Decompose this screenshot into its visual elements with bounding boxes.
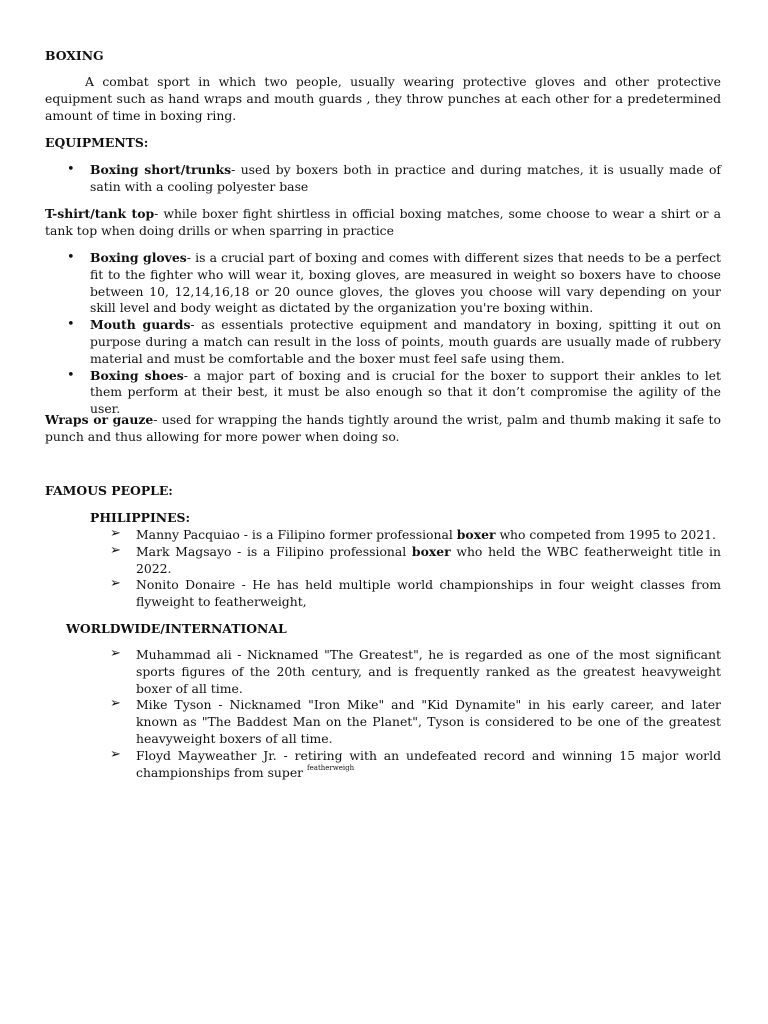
item-term: Mouth guards [90,317,191,333]
list-item [90,544,721,578]
worldwide-heading: WORLDWIDE/INTERNATIONAL [66,621,287,636]
bullet-icon: • [67,250,75,265]
item-desc: - as essentials protective equipment and mandatory in boxing, spitting it out on purpose during a match can result in the loss of points, mouth guards are usually made of rubbery material and must be comfortable and the boxer must feel safe using them. [90,317,721,366]
bullet-icon: • [67,317,75,333]
item-text: Nonito Donaire - He has held multiple world championships in four weight classes from flyweight to featherweight, [136,577,721,610]
worldwide-list [90,647,721,781]
item-desc: - used by boxers both in practice and during matches, it is usually made of satin with a cooling polyester base [90,162,721,194]
arrow-bullet-icon: ➢ [110,526,121,541]
item-desc: - is a crucial part of boxing and comes with different sizes that needs to be a perfect fit to the fighter who will wear it, boxing gloves, are measured in weight so boxers have to choose between 10, 12,14,16,18 or 20 ounce gloves, the gloves you choose will vary depending on your skill level and body weight as dictated by the organization you're boxing within. [90,250,721,316]
item-bold: boxer [456,527,496,542]
item-term: Boxing shoes [90,367,184,383]
tshirt-desc: - while boxer fight shirtless in official boxing matches, some choose to wear a shirt or a tank top when doing drills or when sparring in practice [45,206,721,238]
list-item [90,577,721,611]
list-item [90,527,721,544]
list-item [45,368,721,418]
arrow-bullet-icon: ➢ [110,542,121,558]
wraps-paragraph [45,412,721,446]
wraps-term: Wraps or gauze [45,412,154,427]
item-bold: boxer [411,543,451,559]
item-term: Boxing gloves [90,250,187,265]
list-item [45,317,721,367]
philippines-heading: PHILIPPINES: [90,510,191,525]
bullet-icon: • [67,162,75,177]
tshirt-term: T-shirt/tank top [45,206,155,221]
tshirt-paragraph [45,206,721,240]
famous-people-heading: FAMOUS PEOPLE: [45,483,173,498]
equipment-list-2 [45,250,721,418]
list-item [90,647,721,697]
item-text: who competed from 1995 to 2021. [495,527,716,542]
document-title: BOXING [45,48,104,63]
arrow-bullet-icon: ➢ [110,696,121,712]
arrow-bullet-icon: ➢ [110,576,121,592]
equipment-list-1 [45,162,721,196]
wraps-desc: - used for wrapping the hands tightly around the wrist, palm and thumb making it safe to punch and thus allowing for more power when doing so. [45,412,721,444]
item-term: Boxing short/trunks [90,162,232,177]
bullet-icon: • [67,367,75,383]
equipments-heading: EQUIPMENTS: [45,135,149,150]
item-text: Muhammad ali - Nicknamed "The Greatest", he is regarded as one of the most significant sports figures of the 20th century, and is frequently ranked as the greatest heavyweight boxer of all time. [136,647,721,696]
arrow-bullet-icon: ➢ [110,746,121,762]
intro-paragraph: A combat sport in which two people, usually wearing protective gloves and other protective equipment such as hand wraps and mouth guards , they throw punches at each other for a predetermined amount of time in boxing ring. [45,74,721,123]
list-item [45,162,721,196]
list-item [45,250,721,317]
philippines-list [90,527,721,611]
item-desc: - a major part of boxing and is crucial for the boxer to support their ankles to let them perform at their best, it must be also enough so that it don’t compromise the agility of the user. [90,367,721,417]
superscript-text: featherweigh [307,763,355,772]
item-text: who held the WBC featherweight title in 2022. [136,543,721,576]
item-text: Floyd Mayweather Jr. - retiring with an undefeated record and winning 15 major world championships from super [136,747,721,780]
arrow-bullet-icon: ➢ [110,646,121,661]
list-item [90,748,721,782]
item-text: Mike Tyson - Nicknamed "Iron Mike" and "Kid Dynamite" in his early career, and later known as "The Baddest Man on the Planet", Tyson is considered to be one of the greatest heavyweight boxers of all time. [136,697,721,746]
item-text: Mark Magsayo - is a Filipino professional [136,543,412,559]
list-item [90,697,721,747]
item-text: Manny Pacquiao - is a Filipino former professional [136,527,457,542]
